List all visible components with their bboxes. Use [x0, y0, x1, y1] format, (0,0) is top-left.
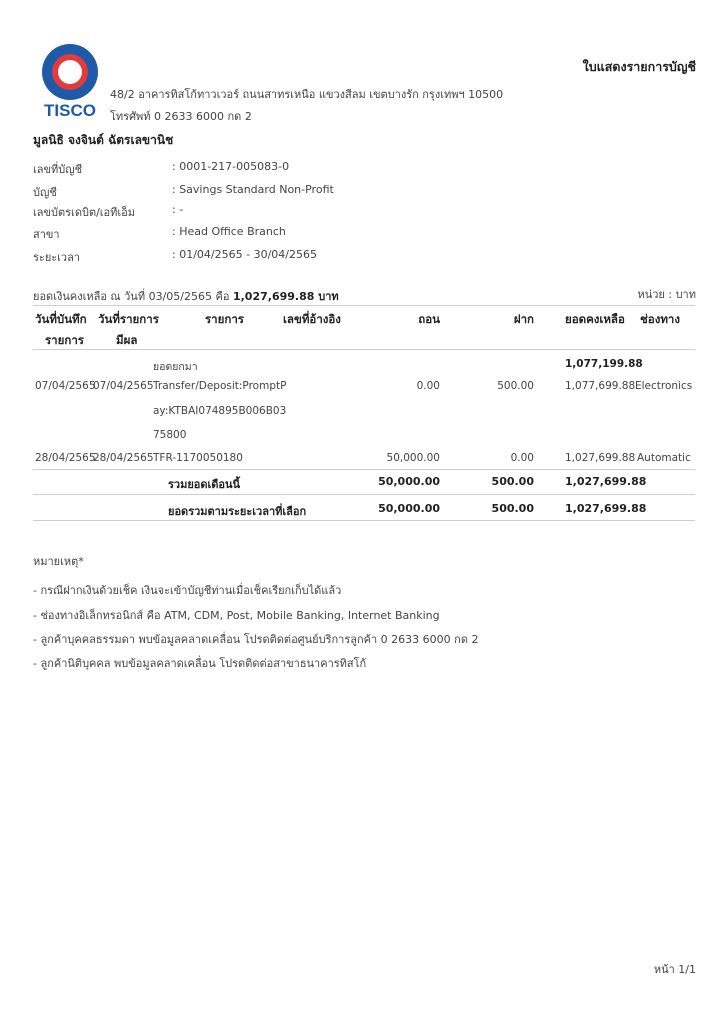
note-item: - ช่องทางอิเล็กทรอนิกส์ คือ ATM, CDM, Post, Mobile Banking, Internet Banking — [33, 609, 440, 622]
row-effective-date: 28/04/2565 — [93, 452, 154, 464]
period-total-rule — [33, 494, 695, 495]
info-label: บัญชี — [33, 186, 57, 199]
logo-text: TISCO — [44, 101, 96, 120]
row-balance: 1,077,699.88 — [565, 380, 636, 392]
bank-address: 48/2 อาคารทิสโก้ทาวเวอร์ ถนนสาทรเหนือ แขวงสีลม เขตบางรัก กรุงเทพฯ 10500 — [110, 88, 504, 101]
row-withdraw: 0.00 — [416, 380, 440, 392]
balance-amount: 1,027,699.88 บาท — [232, 290, 339, 303]
month-total-balance: 1,027,699.88 — [565, 475, 647, 488]
table-bottom-rule — [33, 520, 695, 521]
row-record-date: 28/04/2565 — [35, 452, 96, 464]
month-total-withdraw: 50,000.00 — [378, 475, 440, 488]
info-value: : 0001-217-005083-0 — [172, 160, 290, 173]
row-description-line: TFR-1170050180 — [153, 452, 243, 464]
note-item: - กรณีฝากเงินด้วยเช็ค เงินจะเข้าบัญชีท่านเมื่อเช็คเรียกเก็บได้แล้ว — [33, 584, 342, 597]
row-deposit: 500.00 — [497, 380, 534, 392]
info-value: : Savings Standard Non-Profit — [172, 183, 334, 196]
info-value: : Head Office Branch — [172, 225, 286, 238]
row-record-date: 07/04/2565 — [35, 380, 96, 392]
period-total-deposit: 500.00 — [491, 502, 534, 515]
col-header-channel: ช่องทาง — [640, 312, 680, 326]
row-channel: Electronics — [635, 380, 693, 392]
brought-forward-label: ยอดยกมา — [153, 361, 198, 373]
row-balance: 1,027,699.88 — [565, 452, 636, 464]
row-channel: Automatic — [637, 452, 691, 464]
account-holder-name: มูลนิธิ จงจินต์ ฉัตรเลขานิช — [33, 133, 174, 147]
brought-forward-balance: 1,077,199.88 — [565, 358, 643, 370]
info-row-card-number — [33, 203, 453, 219]
table-top-rule — [33, 305, 695, 306]
month-total-deposit: 500.00 — [491, 475, 534, 488]
balance-is: คือ — [215, 290, 230, 303]
row-withdraw: 50,000.00 — [386, 452, 440, 464]
note-item: - ลูกค้านิติบุคคล พบข้อมูลคลาดเคลื่อน โปรดติดต่อสาขาธนาคารทิสโก้ — [33, 657, 367, 670]
col-header-balance: ยอดคงเหลือ — [565, 312, 625, 326]
col-header-withdraw: ถอน — [418, 312, 440, 326]
col-header-effective-date-line2: มีผล — [116, 333, 138, 347]
info-value: : 01/04/2565 - 30/04/2565 — [172, 248, 317, 261]
info-label: ระยะเวลา — [33, 251, 81, 264]
row-description-line: ay:KTBAI074895B006B03 — [153, 405, 287, 417]
notes-heading: หมายเหตุ* — [33, 555, 84, 568]
info-value: : - — [172, 203, 184, 216]
month-total-rule — [33, 469, 695, 470]
bank-phone: โทรศัพท์ 0 2633 6000 กด 2 — [110, 110, 252, 123]
row-deposit: 0.00 — [510, 452, 534, 464]
balance-summary — [33, 287, 339, 305]
info-label: เลขที่บัญชี — [33, 163, 83, 176]
info-label: เลขบัตรเดบิต/เอทีเอ็ม — [33, 206, 136, 219]
col-header-record-date: วันที่บันทึก — [35, 312, 87, 326]
col-header-effective-date: วันที่รายการ — [98, 312, 159, 326]
table-header-rule — [33, 349, 695, 350]
balance-prefix: ยอดเงินคงเหลือ ณ วันที่ — [33, 290, 146, 303]
month-total-label: รวมยอดเดือนนี้ — [168, 478, 241, 491]
col-header-reference: เลขที่อ้างอิง — [283, 312, 341, 326]
balance-date: 03/05/2565 — [148, 290, 212, 303]
row-description-line: 75800 — [153, 429, 187, 441]
info-label: สาขา — [33, 228, 60, 241]
info-row-period — [33, 248, 453, 264]
col-header-description: รายการ — [205, 312, 244, 326]
info-row-account-number — [33, 160, 453, 176]
col-header-deposit: ฝาก — [513, 312, 534, 326]
logo-center — [58, 60, 82, 84]
row-description-line: Transfer/Deposit:PromptP — [153, 380, 287, 392]
document-title: ใบแสดงรายการบัญชี — [582, 59, 696, 74]
col-header-record-date-line2: รายการ — [45, 333, 84, 347]
row-effective-date: 07/04/2565 — [93, 380, 154, 392]
info-row-account-type — [33, 183, 453, 199]
tisco-logo — [38, 40, 102, 120]
period-total-withdraw: 50,000.00 — [378, 502, 440, 515]
period-total-balance: 1,027,699.88 — [565, 502, 647, 515]
unit-label: หน่วย : บาท — [637, 288, 696, 301]
period-total-label: ยอดรวมตามระยะเวลาที่เลือก — [168, 505, 307, 518]
page-number: หน้า 1/1 — [653, 963, 696, 976]
info-row-branch — [33, 225, 453, 241]
note-item: - ลูกค้าบุคคลธรรมดา พบข้อมูลคลาดเคลื่อน โปรดติดต่อศูนย์บริการลูกค้า 0 2633 6000 กด 2 — [33, 633, 479, 646]
